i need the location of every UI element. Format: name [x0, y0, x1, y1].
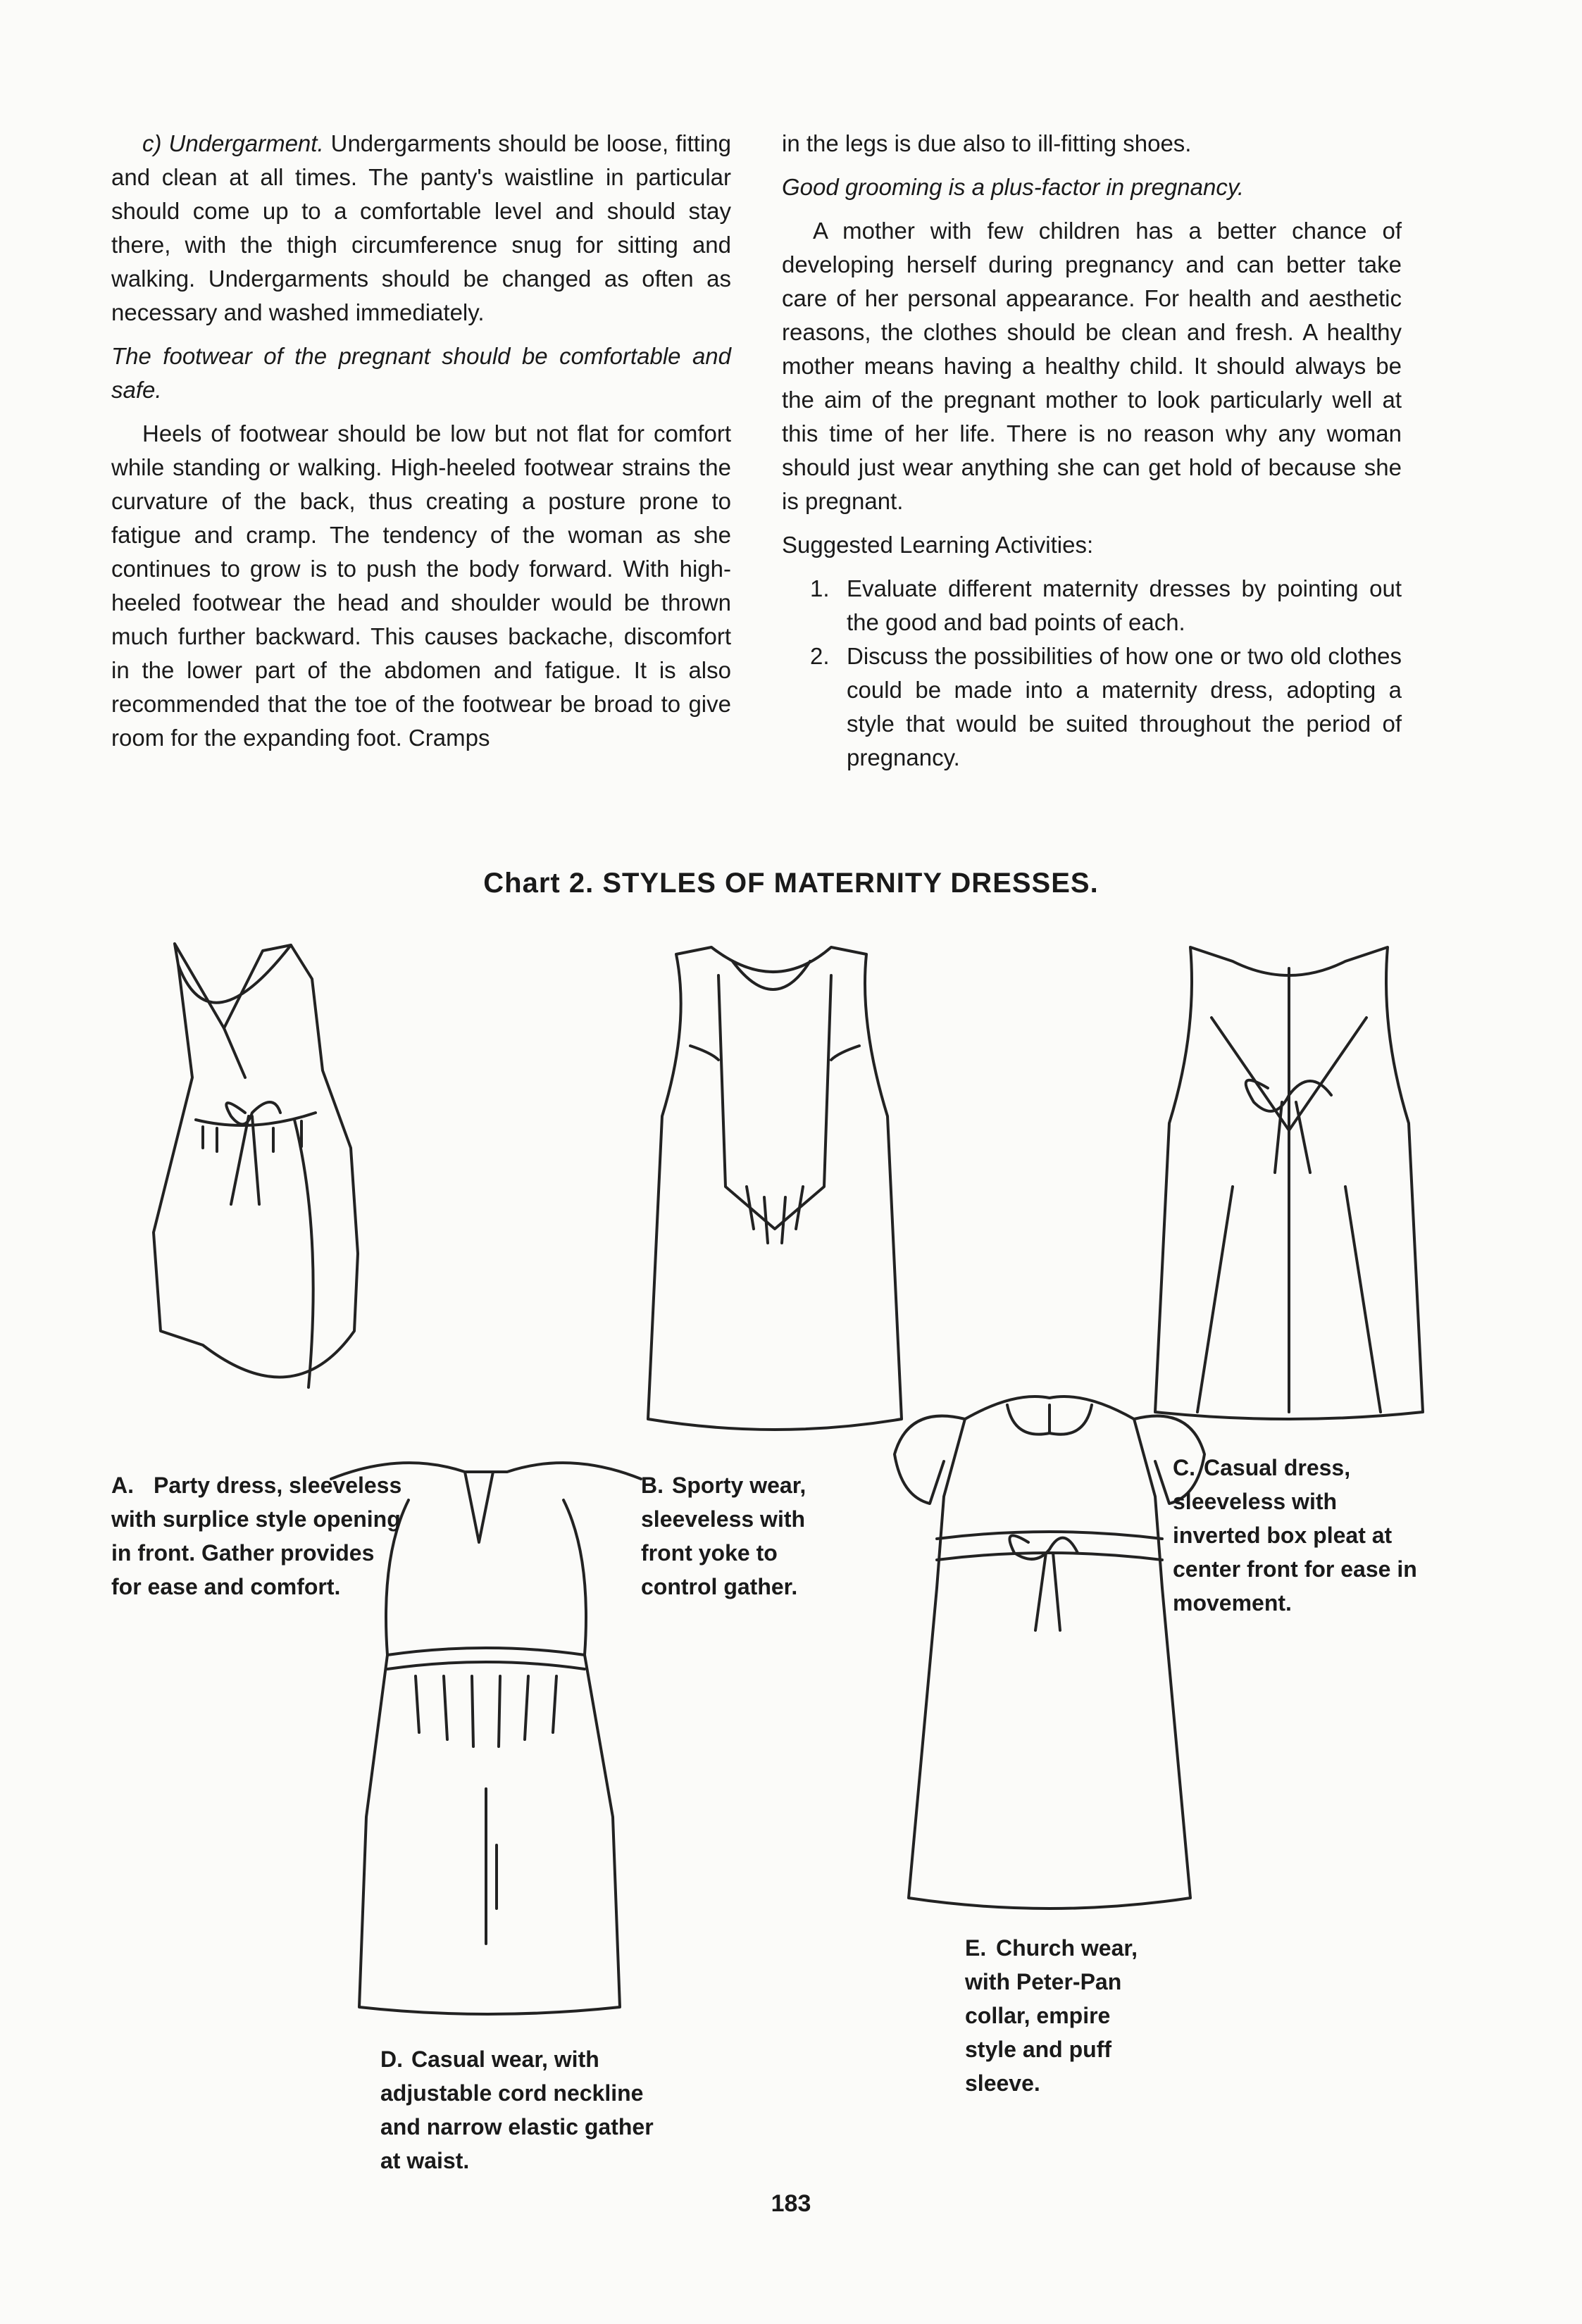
undergarment-label: c) Undergarment. [142, 130, 324, 156]
activity-text: Evaluate different maternity dresses by pointing out the good and bad points of each. [847, 575, 1402, 635]
caption-d [380, 2042, 676, 2178]
caption-text: Casual wear, with adjustable cord neckline and narrow elastic gather at waist. [380, 2047, 654, 2173]
page-number: 183 [771, 2190, 811, 2217]
activity-number: 2. [810, 643, 830, 669]
caption-c [1173, 1451, 1426, 1620]
activity-item [782, 639, 1402, 775]
grooming-heading: Good grooming is a plus-factor in pregnancy. [782, 174, 1245, 200]
caption-letter: C. [1173, 1455, 1195, 1480]
caption-text: Church wear, with Peter-Pan collar, empire style and puff sleeve. [965, 1935, 1138, 2096]
caption-letter: A. [111, 1473, 134, 1498]
left-text-column [111, 127, 731, 765]
activity-item [782, 572, 1402, 639]
activity-number: 1. [810, 575, 830, 601]
footwear-heading: The footwear of the pregnant should be comfortable and safe. [111, 343, 731, 403]
caption-text: Sporty wear, sleeveless with front yoke to control gather. [641, 1473, 806, 1599]
caption-b [641, 1468, 852, 1604]
grooming-paragraph: A mother with few children has a better chance of developing herself during pregnancy and can better take care of her personal appearance. For health and aesthetic reasons, the clothes should be clean and fresh. A healthy mother means having a healthy child. It should always be the aim of the pregnant mother to look particularly well at this time of her life. There is no reason why any woman should just wear anything she can get hold of because she is pregnant. [782, 218, 1402, 514]
undergarment-paragraph [111, 127, 731, 330]
caption-text: Party dress, sleeveless with surplice style opening in front. Gather provides for ease and comfort. [111, 1473, 402, 1599]
dress-e-illustration [887, 1377, 1212, 1912]
caption-a [111, 1468, 407, 1604]
dress-c-illustration [1148, 933, 1430, 1426]
dress-a-illustration [139, 937, 379, 1430]
dress-b-illustration [634, 933, 916, 1433]
footwear-paragraph: Heels of footwear should be low but not flat for comfort while standing or walking. High-heeled footwear strains the curvature of the back, thus creating a posture prone to fatigue and cramp. The tendency of the woman as she continues to grow is to push the body forward. With high-heeled footwear the head and shoulder would be thrown much further backward. This causes backache, discomfort in the lower part of the abdomen and fatigue. It is also recommended that the toe of the footwear be broad to give room for the expanding foot. Cramps [111, 420, 731, 751]
caption-letter: D. [380, 2047, 403, 2072]
cramps-continuation: in the legs is due also to ill-fitting shoes. [782, 130, 1192, 156]
caption-letter: E. [965, 1935, 987, 1961]
right-text-column [782, 127, 1402, 775]
activities-list [782, 572, 1402, 775]
activities-heading: Suggested Learning Activities: [782, 532, 1094, 558]
undergarment-text: Undergarments should be loose, fitting and clean at all times. The panty's waistline in particular should come up to a comfortable level and should stay there, with the thigh circumference snug for sitting and walking. Undergarments should be changed as often as necessary and washed immediately. [111, 130, 731, 325]
activity-text: Discuss the possibilities of how one or two old clothes could be made into a maternity dress, adopting a style that would be suited throughout the period of pregnancy. [847, 643, 1402, 770]
caption-text: Casual dress, sleeveless with inverted box pleat at center front for ease in movement. [1173, 1455, 1417, 1616]
caption-letter: B. [641, 1473, 664, 1498]
chart-title: Chart 2. STYLES OF MATERNITY DRESSES. [483, 868, 1099, 899]
caption-e [965, 1931, 1155, 2100]
